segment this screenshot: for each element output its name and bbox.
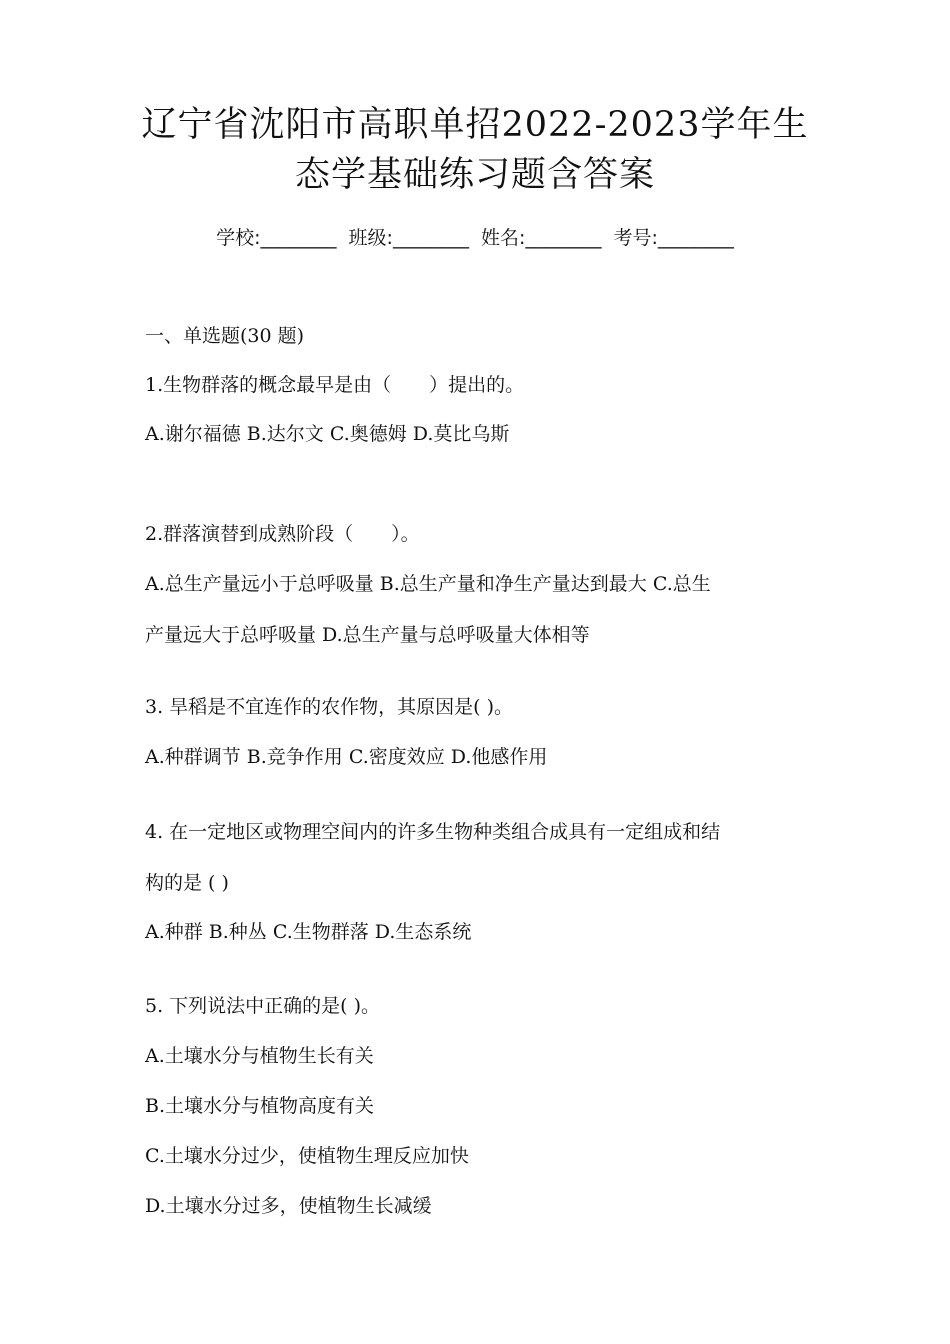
section-heading: 一、单选题(30 题) [145,325,305,347]
question-2-stem: 2.群落演替到成熟阶段（ ）。 [145,523,420,545]
student-info-line: 学校:________ 班级:________ 姓名:________ 考号:________ [216,227,734,249]
question-4-stem-line-1: 4. 在一定地区或物理空间内的许多生物种类组合成具有一定组成和结 [145,821,721,843]
question-5-option-a: A.土壤水分与植物生长有关 [145,1045,374,1067]
question-1-options: A.谢尔福德 B.达尔文 C.奥德姆 D.莫比乌斯 [145,423,510,445]
question-1-stem: 1.生物群落的概念最早是由（ ）提出的。 [145,374,525,396]
question-4-options: A.种群 B.种丛 C.生物群落 D.生态系统 [145,921,472,943]
question-3-options: A.种群调节 B.竞争作用 C.密度效应 D.他感作用 [145,746,548,768]
question-5-option-c: C.土壤水分过少，使植物生理反应加快 [145,1145,469,1167]
question-2-options-line-1: A.总生产量远小于总呼吸量 B.总生产量和净生产量达到最大 C.总生 [145,573,711,595]
document-title-line-2: 态学基础练习题含答案 [294,155,655,195]
question-3-stem: 3. 旱稻是不宜连作的农作物，其原因是( )。 [145,696,514,718]
question-5-stem: 5. 下列说法中正确的是( )。 [145,995,381,1017]
question-5-option-b: B.土壤水分与植物高度有关 [145,1095,375,1117]
question-5-option-d: D.土壤水分过多，使植物生长减缓 [145,1195,432,1217]
document-title-line-1: 辽宁省沈阳市高职单招2022-2023学年生 [141,105,809,145]
question-4-stem-line-2: 构的是 ( ) [145,872,229,894]
question-2-options-line-2: 产量远大于总呼吸量 D.总生产量与总呼吸量大体相等 [145,624,590,646]
